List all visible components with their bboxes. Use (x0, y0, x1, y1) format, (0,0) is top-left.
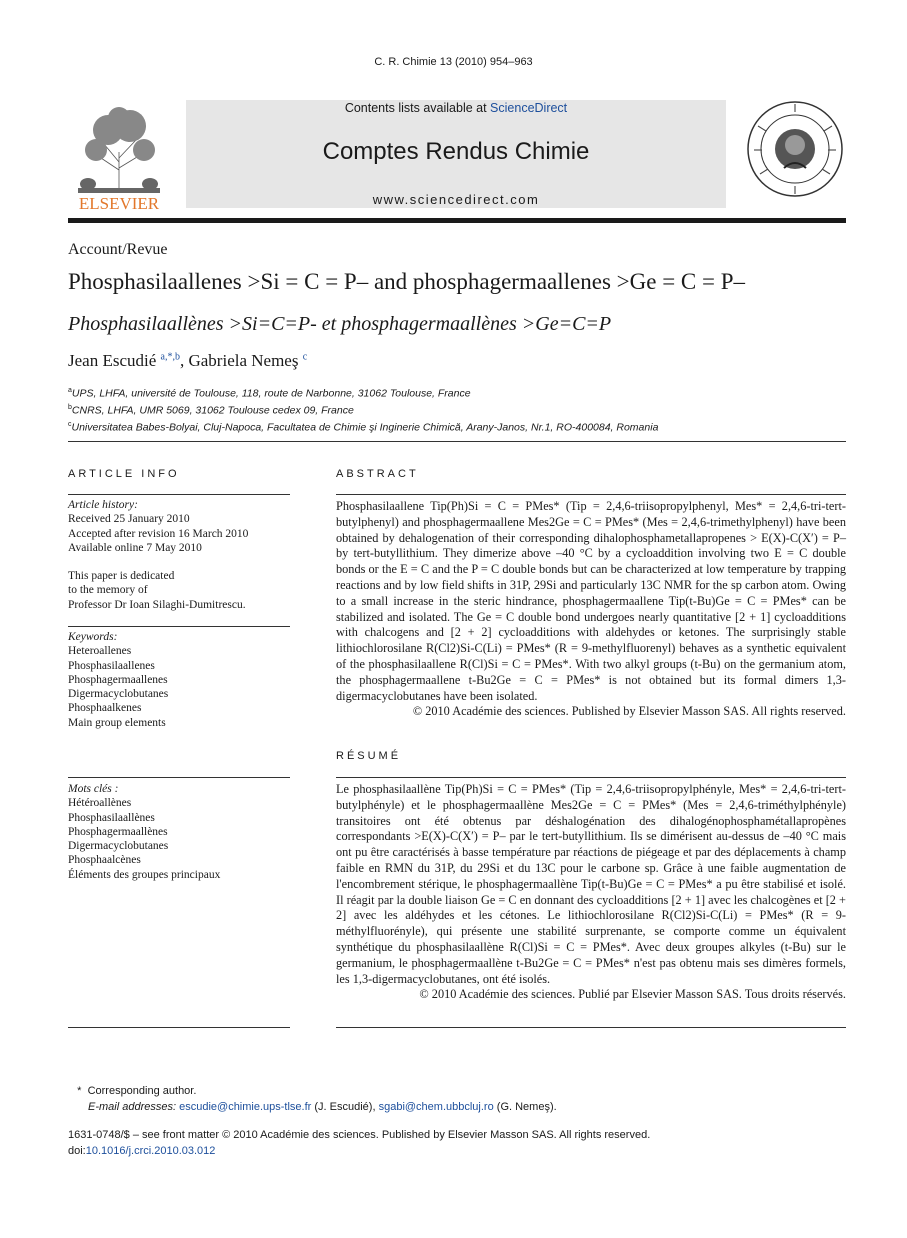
corresponding-line: * Corresponding author. (68, 1085, 197, 1097)
contents-line (186, 101, 726, 115)
dedication-line: to the memory of (68, 584, 148, 597)
abstract-body (336, 499, 846, 720)
abstract-copyright: © 2010 Académie des sciences. Published by Elsevier Masson SAS. All rights reserved. (412, 704, 846, 719)
history-received: Received 25 January 2010 (68, 513, 190, 526)
header-rule (68, 218, 846, 223)
email-link[interactable]: escudie@chimie.ups-tlse.fr (179, 1101, 312, 1113)
article-subtitle: Phosphasilaallènes >Si=C=P- et phosphagermaallènes >Ge=C=P (68, 313, 612, 335)
email-label: E-mail addresses: (88, 1101, 177, 1113)
affiliation-mark: b (68, 404, 72, 411)
abstract-text: Phosphasilaallene Tip(Ph)Si = C = PMes* (Tip = 2,4,6-triisopropylphenyl, Mes* = 2,4,6-tri-tert-butylphenyl) and phosphagermaallene Mes2Ge = C = PMes* (Mes = 2,4,6-trimethylphenyl) have been obtained by dehalogenation of their corresponding dihalophosphametallapropenes > E(X)-C(X′) = P– by tert-butyllithium. They dimerize above –40 °C by a cycloaddition involving two E = C double bonds or the E = C and the P = C double bonds but can be characterized at low temperature by trapping reactions and by low field shifts in 31P, 29Si and particularly 13C NMR for the sp carbon atom. Owing to a small increase in the steric hindrance, phosphagermaallene Tip(t-Bu)Ge = C = PMes* can be stabilized and isolated. The Ge = C double bond undergoes nearly quantitative [2 + 1] cycloadditions with chalcogens and [2 + 2] cycloadditions with aldehydes or ketones. The surprisingly stable lithiochlorosilane R(Cl2)Si-C(Li) = PMes* (R = 9-methylfluorenyl) behaves as a synthetic equivalent of the phosphasilaallene R(Cl)Si = C = PMes*. With two alkyl groups (t-Bu) on the germanium atom, the phosphagermaallene t-Bu2Ge = C = PMes* is not obtained but its formal dimers 1,3-digermacyclobutanes have been isolated. (336, 499, 846, 703)
keyword: Digermacyclobutanes (68, 688, 169, 701)
academie-seal-logo (744, 90, 846, 208)
academie-seal-icon (744, 90, 846, 208)
affiliation (68, 384, 658, 401)
affiliation (68, 401, 658, 418)
divider (68, 1027, 290, 1028)
keyword: Heteroallenes (68, 645, 132, 658)
resume-text: Le phosphasilaallène Tip(Ph)Si = C = PMes* (Tip = 2,4,6-triisopropylphényle, Mes* = 2,4,6-tri-tert-butylphényle) et le phosphagermaallène Mes2Ge = C = PMes* (Mes = 2,4,6-triméthylphényle) transitoires ont été obtenus par déshalogénation des dihalogénophosphamétallapropènes correspondants >E(X)-C(X′) = P– par le tert-butyllithium. Ils se dimérisent au-dessus de –40 °C mais ont pu être caractérisés à basse température par réactions de piégeage et par des déplacements à champ faible en RMN du 31P, du 29Si et du 13C pour le carbone sp. Grâce à une faible augmentation de l'encombrement stérique, le phosphagermaallène Tip(t-Bu)Ge = C = PMes* a pu être stabilisé et isolé. Il réagit par la double liaison Ge = C en donnant des cycloadditions [2 + 1] avec les chalcogènes et [2 + 2] avec les aldéhydes et les cétones. Le lithiochlorosilane R(Cl2)Si-C(Li) = PMes* (R = 9-méthylfluorényle), qui présente une stabilité surprenante, se comporte comme un équivalent synthétique du phosphasilaallène R(Cl)Si = C = PMes*. Avec deux groupes alkyles (t-Bu) sur le germanium, le phosphagermaallène t-Bu2Ge = C = PMes* n'est pas obtenu mais ses dimères formels, les 1,3-digermacyclobutanes, ont été isolés. (336, 782, 846, 986)
issn-line: 1631-0748/$ – see front matter © 2010 Académie des sciences. Published by Elsevier Masson SAS. All rights reserved. (68, 1129, 651, 1141)
contents-prefix: Contents lists available at (344, 101, 491, 115)
article-section-label: Account/Revue (68, 241, 168, 258)
divider (68, 777, 290, 778)
affiliation-list (68, 384, 658, 435)
journal-citation: C. R. Chimie 13 (2010) 954–963 (374, 56, 533, 68)
sciencedirect-link[interactable]: ScienceDirect (490, 101, 568, 115)
email-line (68, 1099, 557, 1115)
motcle: Phosphasilaallènes (68, 811, 155, 824)
author-name[interactable]: Gabriela Nemeş (188, 351, 299, 370)
motcle: Éléments des groupes principaux (68, 868, 221, 881)
journal-url[interactable]: www.sciencedirect.com (372, 192, 540, 207)
divider (68, 626, 290, 627)
divider (336, 1027, 846, 1028)
resume-heading: RÉSUMÉ (336, 750, 402, 762)
keyword: Main group elements (68, 716, 166, 729)
motscles-label: Mots clés : (68, 783, 119, 795)
article-history (68, 498, 290, 612)
corresponding-footnote (68, 1083, 557, 1115)
elsevier-tree-icon (68, 100, 170, 212)
history-online: Available online 7 May 2010 (68, 541, 202, 554)
motcle: Phosphaalcènes (68, 854, 141, 867)
keywords-label: Keywords: (68, 631, 118, 643)
article-title: Phosphasilaallenes >Si = C = P– and phosphagermaallenes >Ge = C = P– (68, 269, 746, 294)
author-list (68, 351, 307, 371)
motcle: Hétéroallènes (68, 797, 132, 810)
affiliation-text: UPS, LHFA, université de Toulouse, 118, route de Narbonne, 31062 Toulouse, France (71, 387, 471, 400)
divider (68, 441, 846, 442)
affiliation-text: CNRS, LHFA, UMR 5069, 31062 Toulouse cedex 09, France (71, 404, 354, 417)
resume-copyright: © 2010 Académie des sciences. Publié par Elsevier Masson SAS. Tous droits réservés. (419, 987, 846, 1002)
email-owner: (G. Nemeş). (496, 1101, 557, 1113)
motcle: Phosphagermaallènes (68, 825, 168, 838)
article-info-heading: ARTICLE INFO (68, 468, 180, 480)
affiliation-mark: c (68, 421, 72, 428)
keyword: Phosphagermaallenes (68, 673, 168, 686)
keyword: Phosphasilaallenes (68, 659, 155, 672)
motcle: Digermacyclobutanes (68, 840, 169, 853)
corresponding-text: Corresponding author. (87, 1085, 197, 1097)
author-name[interactable]: Jean Escudié (68, 351, 157, 370)
author-separator: , (179, 351, 189, 370)
author-marks[interactable]: c (302, 351, 308, 363)
author-marks[interactable]: a,*,b (160, 351, 180, 363)
doi-link[interactable]: 10.1016/j.crci.2010.03.012 (85, 1145, 216, 1157)
resume-body (336, 782, 846, 1003)
journal-title: Comptes Rendus Chimie (322, 138, 590, 165)
dedication-line: This paper is dedicated (68, 570, 175, 583)
elsevier-wordmark: ELSEVIER (78, 194, 160, 212)
front-matter (68, 1127, 650, 1159)
abstract-heading: ABSTRACT (336, 468, 419, 480)
divider (336, 494, 846, 495)
affiliation-text: Universitatea Babes-Bolyai, Cluj-Napoca, Facultatea de Chimie şi Inginerie Chimică, Arany-Janos, Nr.1, RO-400084, Romania (71, 421, 659, 434)
keyword: Phosphaalkenes (68, 702, 142, 715)
history-label: Article history: (68, 499, 138, 511)
doi-line (68, 1143, 650, 1159)
email-link[interactable]: sgabi@chem.ubbcluj.ro (378, 1101, 494, 1113)
doi-label: doi: (68, 1145, 86, 1157)
email-owner: (J. Escudié), (314, 1101, 376, 1113)
keywords-block (68, 630, 290, 730)
dedication-line: Professor Dr Ioan Silaghi-Dumitrescu. (68, 598, 246, 611)
motscles-block (68, 782, 290, 882)
divider (336, 777, 846, 778)
spacer (68, 555, 290, 569)
affiliation-mark: a (68, 387, 72, 394)
affiliation (68, 418, 658, 435)
history-accepted: Accepted after revision 16 March 2010 (68, 527, 249, 540)
divider (68, 494, 290, 495)
elsevier-logo[interactable] (68, 100, 170, 212)
